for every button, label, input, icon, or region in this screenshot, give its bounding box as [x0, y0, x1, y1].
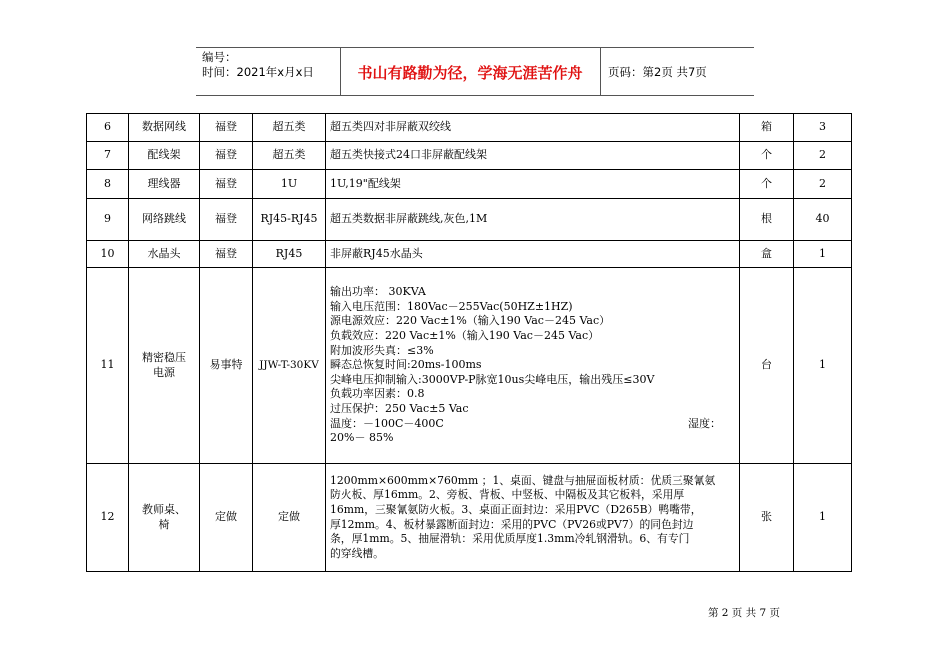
row-number: 7: [87, 142, 129, 170]
item-name: 配线架: [129, 142, 200, 170]
spec-line: 16mm，三聚氰氨防火板。3、桌面正面封边：采用PVC（D265B）鸭嘴带，: [330, 502, 702, 516]
spec-line: 负载功率因素：0.8: [330, 387, 425, 401]
item-unit: 台: [740, 268, 794, 464]
item-brand: 福登: [200, 170, 253, 199]
item-unit: 箱: [740, 114, 794, 142]
item-model: JJW-T-30KV: [253, 268, 326, 464]
spec-line: 1200mm×600mm×760mm ；1、桌面、键盘与抽屉面板材质：优质三聚氰氨: [330, 473, 716, 487]
header-divider: [600, 47, 601, 96]
item-name-line: 椅: [158, 517, 170, 531]
item-name: [129, 268, 200, 464]
spec-line: 过压保护：250 Vac±5 Vac: [330, 401, 469, 415]
spec-line: 条，厚1mm。5、抽屉滑轨：采用优质厚度1.3mm冷轧钢滑轨。6、有专门: [330, 532, 690, 546]
item-description: 1U,19"配线架: [326, 170, 740, 199]
spec-line: 源电源效应：220 Vac±1%（输入190 Vac－245 Vac）: [330, 314, 611, 328]
table-row: [87, 241, 852, 268]
item-model: 1U: [253, 170, 326, 199]
header-page-label: 页码：第2页 共7页: [608, 65, 707, 79]
equipment-table: [86, 113, 852, 572]
spec-line: 厚12mm。4、板材暴露断面封边：采用的PVC（PV26或PV7）的同色封边: [330, 517, 694, 531]
table-row: [87, 464, 852, 572]
item-brand: 定做: [200, 464, 253, 572]
item-specification: [326, 268, 740, 464]
date-label: 时间：2021年x月x日: [202, 65, 314, 79]
item-unit: 张: [740, 464, 794, 572]
spec-line: 附加波形失真：≤3%: [330, 343, 434, 357]
item-quantity: 2: [794, 170, 852, 199]
row-number: 12: [87, 464, 129, 572]
spec-line: 防火板、厚16mm。2、旁板、背板、中竖板、中隔板及其它板料，采用厚: [330, 488, 685, 502]
spec-line: [330, 417, 735, 432]
item-quantity: 3: [794, 114, 852, 142]
item-name-line: 精密稳压: [142, 350, 186, 364]
item-model: RJ45: [253, 241, 326, 268]
row-number: 9: [87, 199, 129, 241]
row-number: 8: [87, 170, 129, 199]
spec-line: 输入电压范围：180Vac－255Vac(50HZ±1HZ): [330, 299, 573, 313]
item-description: 超五类数据非屏蔽跳线,灰色,1M: [326, 199, 740, 241]
row-number: 6: [87, 114, 129, 142]
table-row: [87, 170, 852, 199]
item-quantity: 1: [794, 268, 852, 464]
item-quantity: 1: [794, 464, 852, 572]
temperature-label: 温度：－100C－400C: [330, 416, 444, 430]
humidity-value: 20%－ 85%: [330, 431, 394, 445]
spec-line: 的穿线槽。: [330, 546, 384, 560]
table-row: [87, 268, 852, 464]
header-motto: 书山有路勤为径，学海无涯苦作舟: [357, 64, 583, 82]
page-header: [196, 47, 754, 96]
item-model: RJ45-RJ45: [253, 199, 326, 241]
item-model: 超五类: [253, 142, 326, 170]
item-unit: 盒: [740, 241, 794, 268]
item-quantity: 1: [794, 241, 852, 268]
spec-line: 尖峰电压抑制输入:3000VP-P脉宽10us尖峰电压，输出残压≤30V: [330, 372, 655, 386]
item-name: 水晶头: [129, 241, 200, 268]
item-description: 超五类快接式24口非屏蔽配线架: [326, 142, 740, 170]
row-number: 10: [87, 241, 129, 268]
header-top-rule: [196, 47, 754, 48]
table-row: [87, 199, 852, 241]
item-unit: 个: [740, 142, 794, 170]
item-brand: 易事特: [200, 268, 253, 464]
spec-line: 输出功率： 30KVA: [330, 285, 426, 299]
item-unit: 个: [740, 170, 794, 199]
item-name: 理线器: [129, 170, 200, 199]
page-footer: 第 2 页 共 7 页: [707, 607, 780, 619]
item-name: [129, 464, 200, 572]
item-name: 网络跳线: [129, 199, 200, 241]
row-number: 11: [87, 268, 129, 464]
item-quantity: 40: [794, 199, 852, 241]
item-brand: 福登: [200, 114, 253, 142]
table-row: [87, 114, 852, 142]
item-brand: 福登: [200, 199, 253, 241]
item-model: 超五类: [253, 114, 326, 142]
item-model: 定做: [253, 464, 326, 572]
header-meta: [202, 50, 314, 80]
item-name-line: 电源: [153, 365, 175, 379]
serial-label: 编号：: [202, 50, 237, 64]
item-quantity: 2: [794, 142, 852, 170]
item-description: 非屏蔽RJ45水晶头: [326, 241, 740, 268]
item-specification: [326, 464, 740, 572]
header-bottom-rule: [196, 95, 754, 96]
item-name: 数据网线: [129, 114, 200, 142]
spec-line: 负载效应：220 Vac±1%（输入190 Vac－245 Vac）: [330, 329, 600, 343]
spec-line: 瞬态总恢复时间:20ms-100ms: [330, 358, 482, 372]
table-row: [87, 142, 852, 170]
item-brand: 福登: [200, 241, 253, 268]
humidity-label: 湿度：: [688, 416, 721, 430]
item-unit: 根: [740, 199, 794, 241]
item-description: 超五类四对非屏蔽双绞线: [326, 114, 740, 142]
item-brand: 福登: [200, 142, 253, 170]
item-name-line: 教师桌、: [142, 502, 186, 516]
